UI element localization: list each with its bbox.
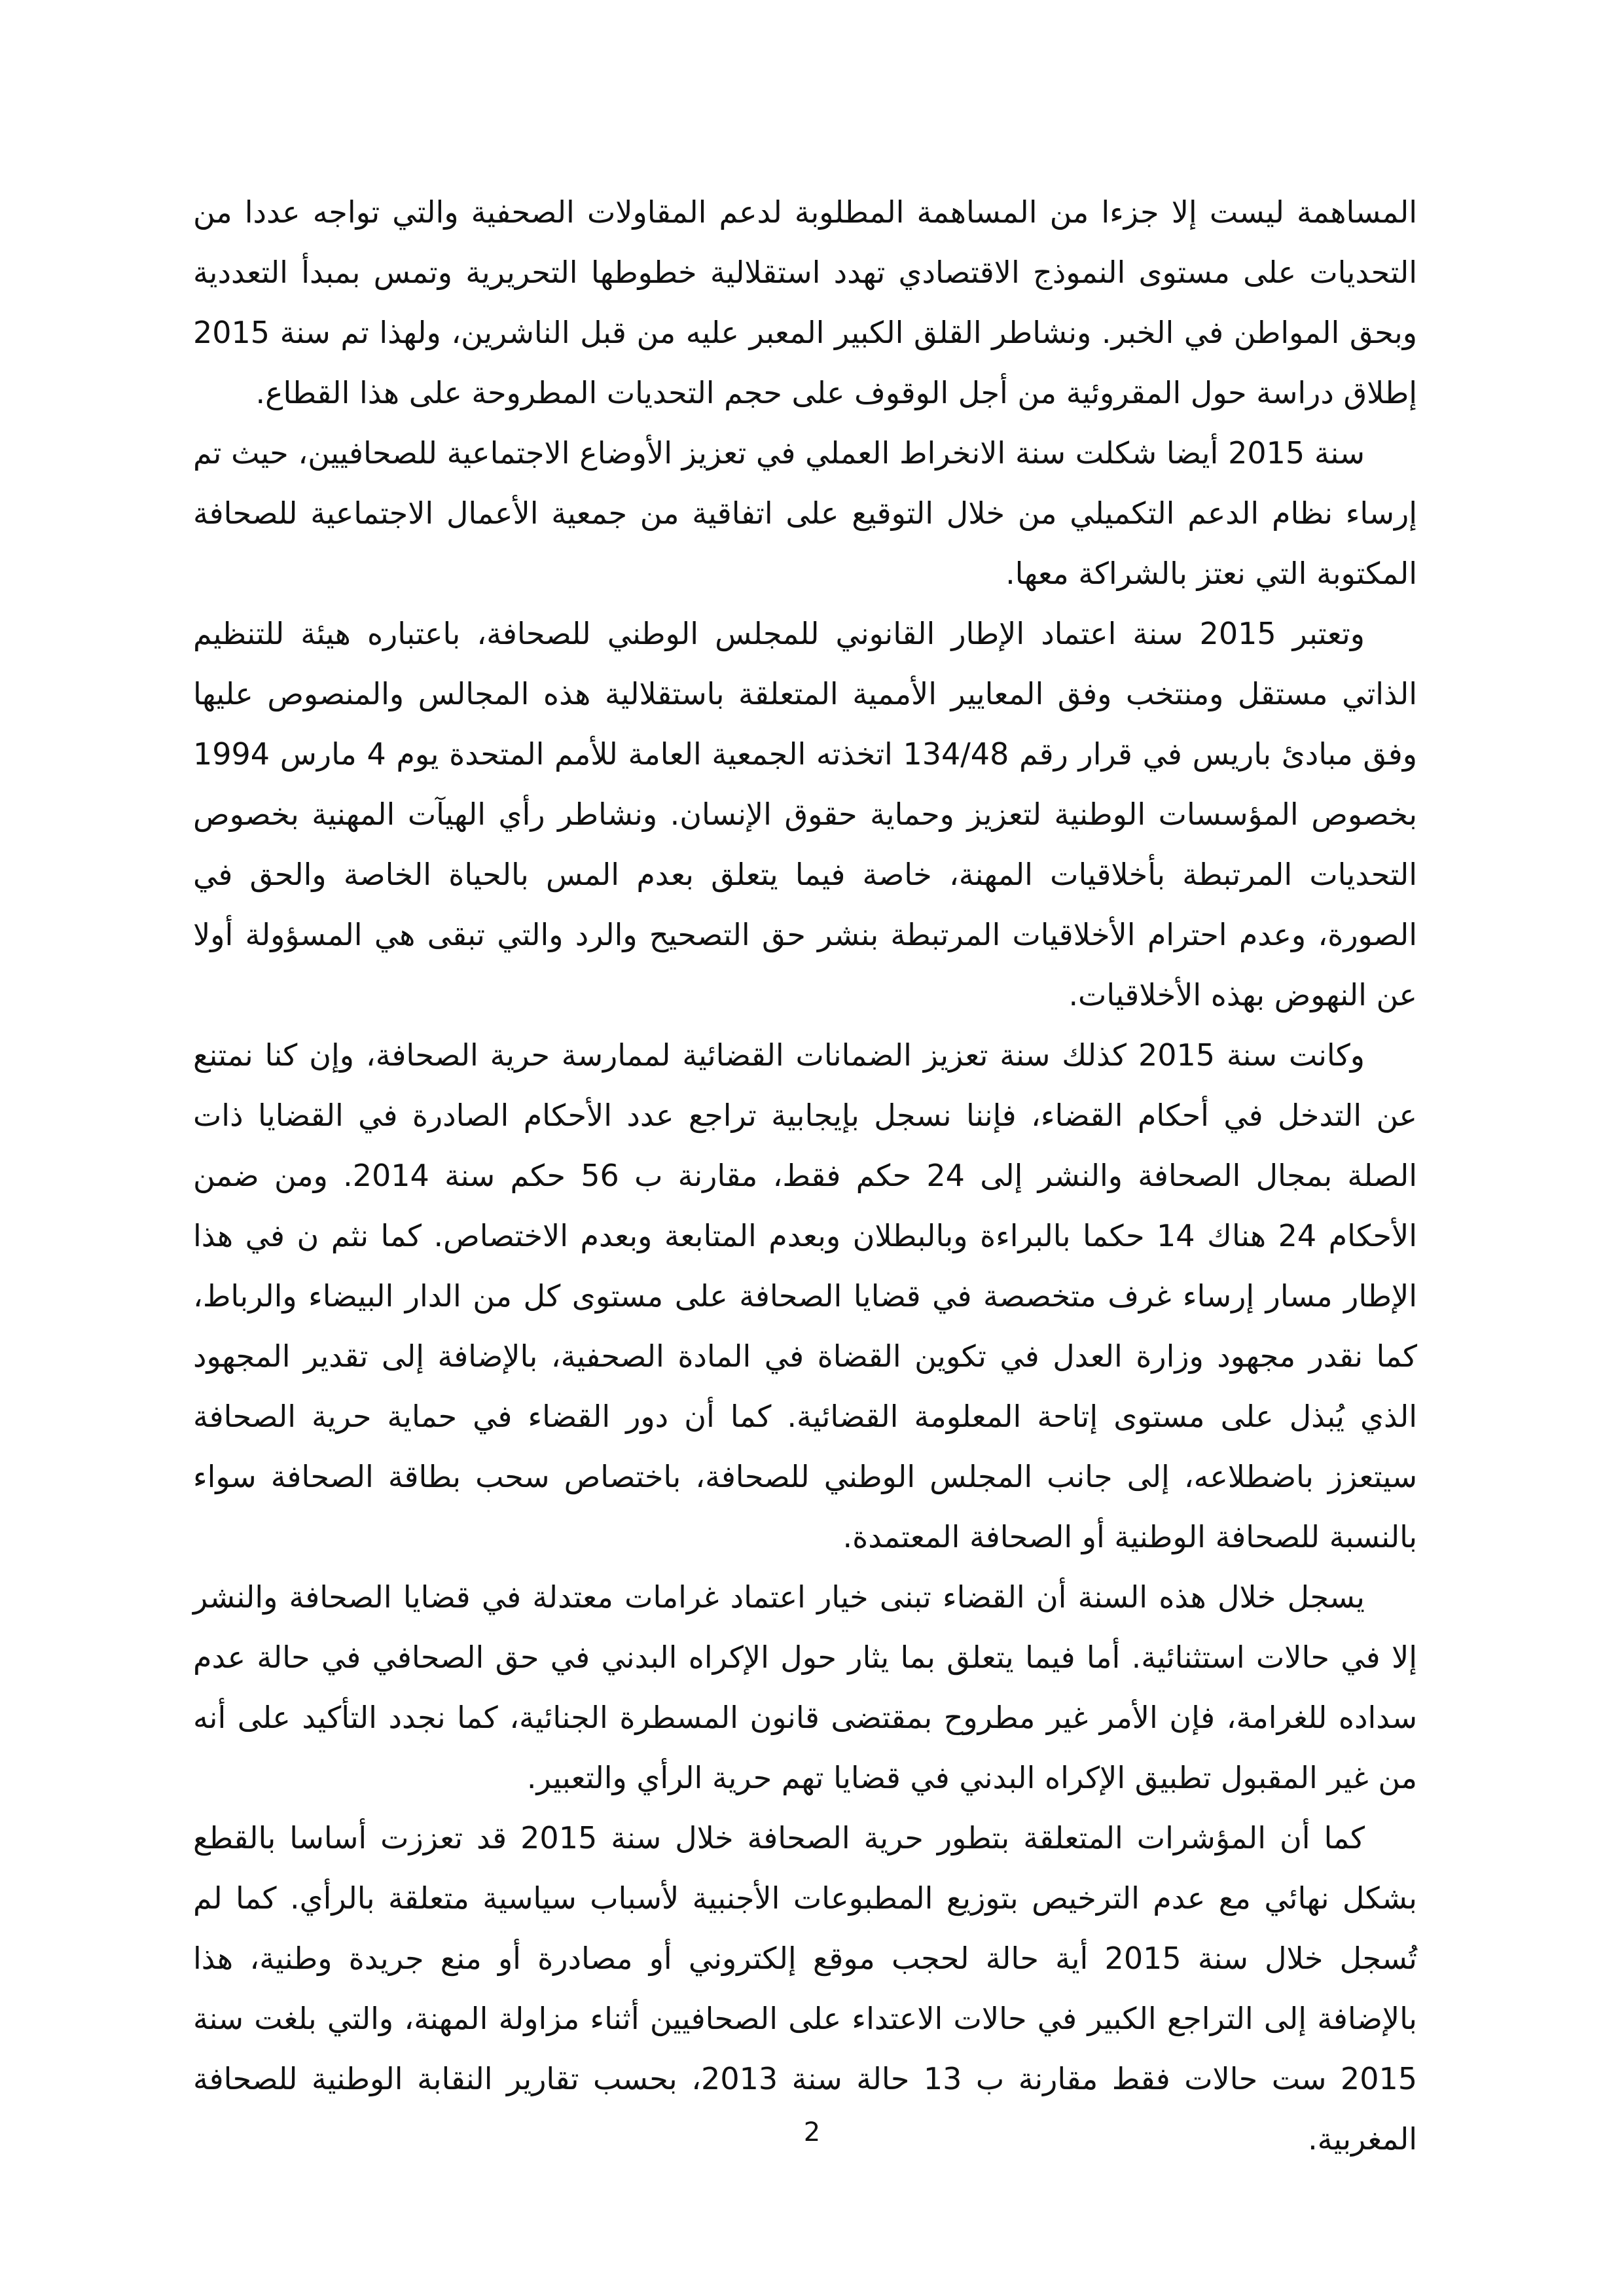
page-number: 2: [803, 2117, 821, 2147]
paragraph-3: وتعتبر 2015 سنة اعتماد الإطار القانوني للمجلس الوطني للصحافة، باعتباره هيئة للتنظيم الذاتي مستقل ومنتخب وفق المعايير الأممية المتعلقة باستقلالية هذه المجالس والمنصوص عليها وفق مبادئ باريس في قرار رقم 134/48 اتخذته الجمعية العامة للأمم المتحدة يوم 4 مارس 1994 بخصوص المؤسسات الوطنية لتعزيز وحماية حقوق الإنسان. ونشاطر رأي الهيآت المهنية بخصوص التحديات المرتبطة بأخلاقيات المهنة، خاصة فيما يتعلق بعدم المس بالحياة الخاصة والحق في الصورة، وعدم احترام الأخلاقيات المرتبطة بنشر حق التصحيح والرد والتي تبقى هي المسؤولة أولا عن النهوض بهذه الأخلاقيات.: [193, 616, 1418, 1013]
paragraph-1: المساهمة ليست إلا جزءا من المساهمة المطلوبة لدعم المقاولات الصحفية والتي تواجه عددا من التحديات على مستوى النموذج الاقتصادي تهدد استقلالية خطوطها التحريرية وتمس بمبدأ التعددية وبحق المواطن في الخبر. ونشاطر القلق الكبير المعبر عليه من قبل الناشرين، ولهذا تم سنة 2015 إطلاق دراسة حول المقروئية من أجل الوقوف على حجم التحديات المطروحة على هذا القطاع.: [193, 194, 1417, 410]
paragraph-5: يسجل خلال هذه السنة أن القضاء تبنى خيار اعتماد غرامات معتدلة في قضايا الصحافة والنشر إلا في حالات استثنائية. أما فيما يتعلق بما يثار حول الإكراه البدني في حق الصحافي في حالة عدم سداده للغرامة، فإن الأمر غير مطروح بمقتضى قانون المسطرة الجنائية، كما نجدد التأكيد على أنه من غير المقبول تطبيق الإكراه البدني في قضايا تهم حرية الرأي والتعبير.: [193, 1579, 1417, 1795]
paragraph-4: وكانت سنة 2015 كذلك سنة تعزيز الضمانات القضائية لممارسة حرية الصحافة، وإن كنا نمتنع عن التدخل في أحكام القضاء، فإننا نسجل بإيجابية تراجع عدد الأحكام الصادرة في القضايا ذات الصلة بمجال الصحافة والنشر إلى 24 حكم فقط، مقارنة ب 56 حكم سنة 2014. ومن ضمن الأحكام 24 هناك 14 حكما بالبراءة وبالبطلان وبعدم المتابعة وبعدم الاختصاص. كما نثم ن في هذا الإطار مسار إرساء غرف متخصصة في قضايا الصحافة على مستوى كل من الدار البيضاء والرباط، كما نقدر مجهود وزارة العدل في تكوين القضاة في المادة الصحفية، بالإضافة إلى تقدير المجهود الذي يُبذل على مستوى إتاحة المعلومة القضائية. كما أن دور القضاء في حماية حرية الصحافة سيتعزز باضطلاعه، إلى جانب المجلس الوطني للصحافة، باختصاص سحب بطاقة الصحافة سواء بالنسبة للصحافة الوطنية أو الصحافة المعتمدة.: [193, 1037, 1417, 1554]
paragraph-6: كما أن المؤشرات المتعلقة بتطور حرية الصحافة خلال سنة 2015 قد تعززت أساسا بالقطع بشكل نهائي مع عدم الترخيص بتوزيع المطبوعات الأجنبية لأسباب سياسية متعلقة بالرأي. كما لم تُسجل خلال سنة 2015 أية حالة لحجب موقع إلكتروني أو مصادرة أو منع جريدة وطنية، هذا بالإضافة إلى التراجع الكبير في حالات الاعتداء على الصحافيين أثناء مزاولة المهنة، والتي بلغت سنة 2015 ست حالات فقط مقارنة ب 13 حالة سنة 2013، بحسب تقارير النقابة الوطنية للصحافة المغربية.: [193, 1820, 1417, 2157]
paragraph-2: سنة 2015 أيضا شكلت سنة الانخراط العملي في تعزيز الأوضاع الاجتماعية للصحافيين، حيث تم إرساء نظام الدعم التكميلي من خلال التوقيع على اتفاقية من جمعية الأعمال الاجتماعية للصحافة المكتوبة التي نعتز بالشراكة معها.: [193, 435, 1417, 591]
body-text: [193, 182, 1417, 2169]
